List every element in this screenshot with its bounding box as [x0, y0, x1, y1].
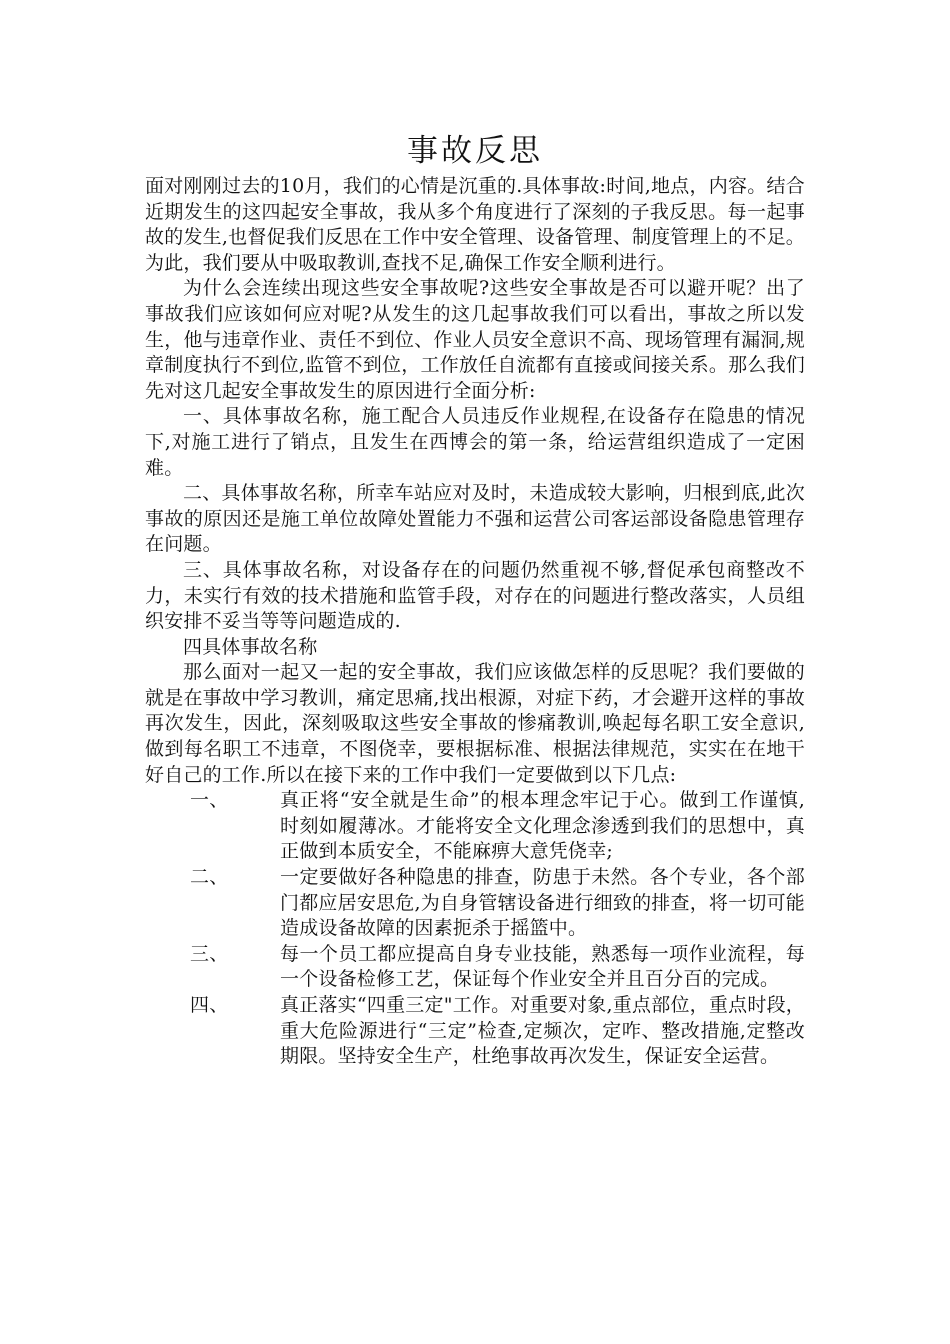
list-item-text: 真正将“安全就是生命”的根本理念牢记于心。做到工作谨慎,时刻如履薄冰。才能将安全文化理念渗透到我们的思想中，真正做到本质安全，不能麻痹大意凭侥幸;	[280, 789, 805, 863]
paragraph-reflection: 那么面对一起又一起的安全事故，我们应该做怎样的反思呢？我们要做的就是在事故中学习教训，痛定思痛,找出根源，对症下药，才会避开这样的事故再次发生，因此，深刻吸取这些安全事故的惨痛教训,唤起每名职工安全意识,做到每名职工不违章，不图侥幸，要根据标准、根据法律规范，实实在在地干好自己的工作.所以在接下来的工作中我们一定要做到以下几点:	[145, 661, 805, 786]
list-item-text: 每一个员工都应提高自身专业技能，熟悉每一项作业流程，每一个设备检修工艺，保证每个作业安全并且百分百的完成。	[280, 942, 805, 991]
list-item-number: 一、	[190, 789, 229, 812]
list-item	[145, 788, 805, 865]
list-item-number: 四、	[190, 994, 229, 1016]
list-item-text: 一定要做好各种隐患的排查，防患于未然。各个专业，各个部门都应居安思危,为自身管辖设备进行细致的排查，将一切可能造成设备故障的因素扼杀于摇篮中。	[280, 866, 805, 940]
list-item-number: 三、	[190, 942, 229, 965]
list-item-number: 二、	[190, 866, 229, 889]
paragraph-intro: 面对刚刚过去的10月，我们的心情是沉重的.具体事故:时间,地点，内容。结合近期发生的这四起安全事故，我从多个角度进行了深刻的子我反思。每一起事故的发生,也督促我们反思在工作中安全管理、设备管理、制度管理上的不足。为此，我们要从中吸取教训,查找不足,确保工作安全顺利进行。	[145, 175, 805, 274]
paragraph-accident-1: 一、具体事故名称，施工配合人员违反作业规程,在设备存在隐患的情况下,对施工进行了销点，且发生在西博会的第一条，给运营组织造成了一定困难。	[145, 405, 805, 479]
list-item	[145, 942, 805, 993]
paragraph-questions: 为什么会连续出现这些安全事故呢?这些安全事故是否可以避开呢？出了事故我们应该如何应对呢?从发生的这几起事故我们可以看出，事故之所以发生，他与违章作业、责任不到位、作业人员安全意识不高、现场管理有漏洞,规章制度执行不到位,监管不到位，工作放任自流都有直接或间接关系。那么我们先对这几起安全事故发生的原因进行全面分析:	[145, 277, 805, 402]
document-title: 事故反思	[407, 133, 543, 169]
list-item-text: 真正落实“四重三定"工作。对重要对象,重点部位，重点时段，重大危险源进行“三定”检查,定频次，定咋、整改措施,定整改期限。坚持安全生产，杜绝事故再次发生，保证安全运营。	[280, 994, 805, 1068]
list-item	[145, 865, 805, 942]
paragraph-accident-2: 二、具体事故名称，所幸车站应对及时，未造成较大影响，归根到底,此次事故的原因还是施工单位故障处置能力不强和运营公司客运部设备隐患管理存在问题。	[145, 482, 805, 556]
list-item	[145, 993, 805, 1070]
document-body	[145, 128, 805, 1070]
paragraph-accident-3: 三、具体事故名称，对设备存在的问题仍然重视不够,督促承包商整改不力，未实行有效的技术措施和监管手段，对存在的问题进行整改落实，人员组织安排不妥当等等问题造成的.	[145, 558, 805, 633]
paragraph-accident-4: 四具体事故名称	[183, 635, 318, 658]
